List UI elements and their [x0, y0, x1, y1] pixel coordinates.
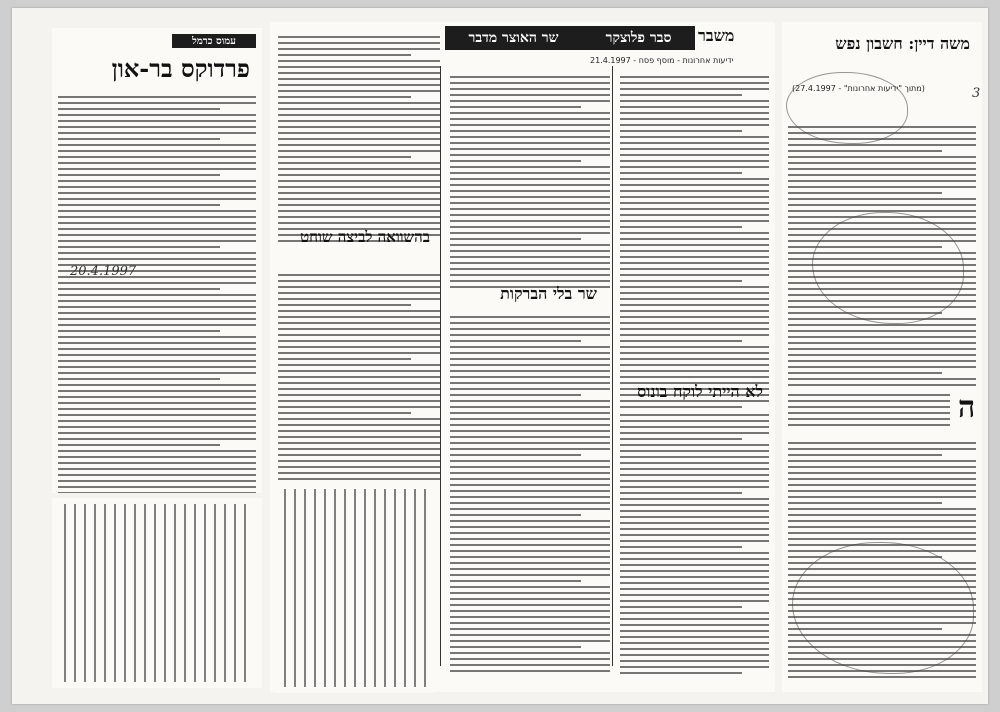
- drop-capital: ה: [958, 390, 976, 425]
- header-tag: משבר: [698, 26, 735, 45]
- column-divider-a: [440, 66, 441, 666]
- section-header-bar: [445, 26, 695, 50]
- column-right: [620, 76, 769, 412]
- handwritten-page-number: 3: [972, 86, 981, 101]
- header-right-text: שר האוצר מדבר: [468, 29, 559, 46]
- author-banner: [172, 34, 256, 48]
- header-left-text: סבר פלוצקר: [605, 29, 672, 46]
- column-right-lower: [620, 414, 769, 678]
- source-line-right: (מתוך "ידיעות אחרונות" - 27.4.1997): [792, 84, 925, 93]
- headline-left: פרדוקס בר-און: [111, 54, 250, 83]
- source-line-center: ידיעות אחרונות - מוסף פסח - 21.4.1997: [590, 56, 734, 65]
- scanned-page: [12, 8, 988, 704]
- rotated-strip-center: [274, 483, 434, 693]
- article-title-right: משה דיין: חשבון נפש: [835, 34, 970, 53]
- column-divider-b: [612, 66, 613, 666]
- column-left: [278, 36, 440, 246]
- article-body-left: [58, 96, 256, 493]
- rotated-strip-left: [52, 498, 262, 688]
- column-middle-lower: [450, 316, 610, 676]
- clipping-right: [782, 22, 982, 692]
- clipping-left: [52, 28, 262, 493]
- author-name: עמוס כרמל: [192, 35, 236, 47]
- handwritten-date: 20.4.1997: [70, 264, 137, 279]
- subheading-compare: בהשוואה לביצה שוחט: [300, 228, 430, 246]
- subheading-no-bribe: לא הייתי לוקח בונוס: [637, 382, 763, 401]
- column-middle: [450, 76, 610, 292]
- subheading-no-choice: שר בלי הברקות: [500, 284, 597, 303]
- column-left-lower: [278, 274, 440, 490]
- article-body-right-lower: [788, 394, 950, 430]
